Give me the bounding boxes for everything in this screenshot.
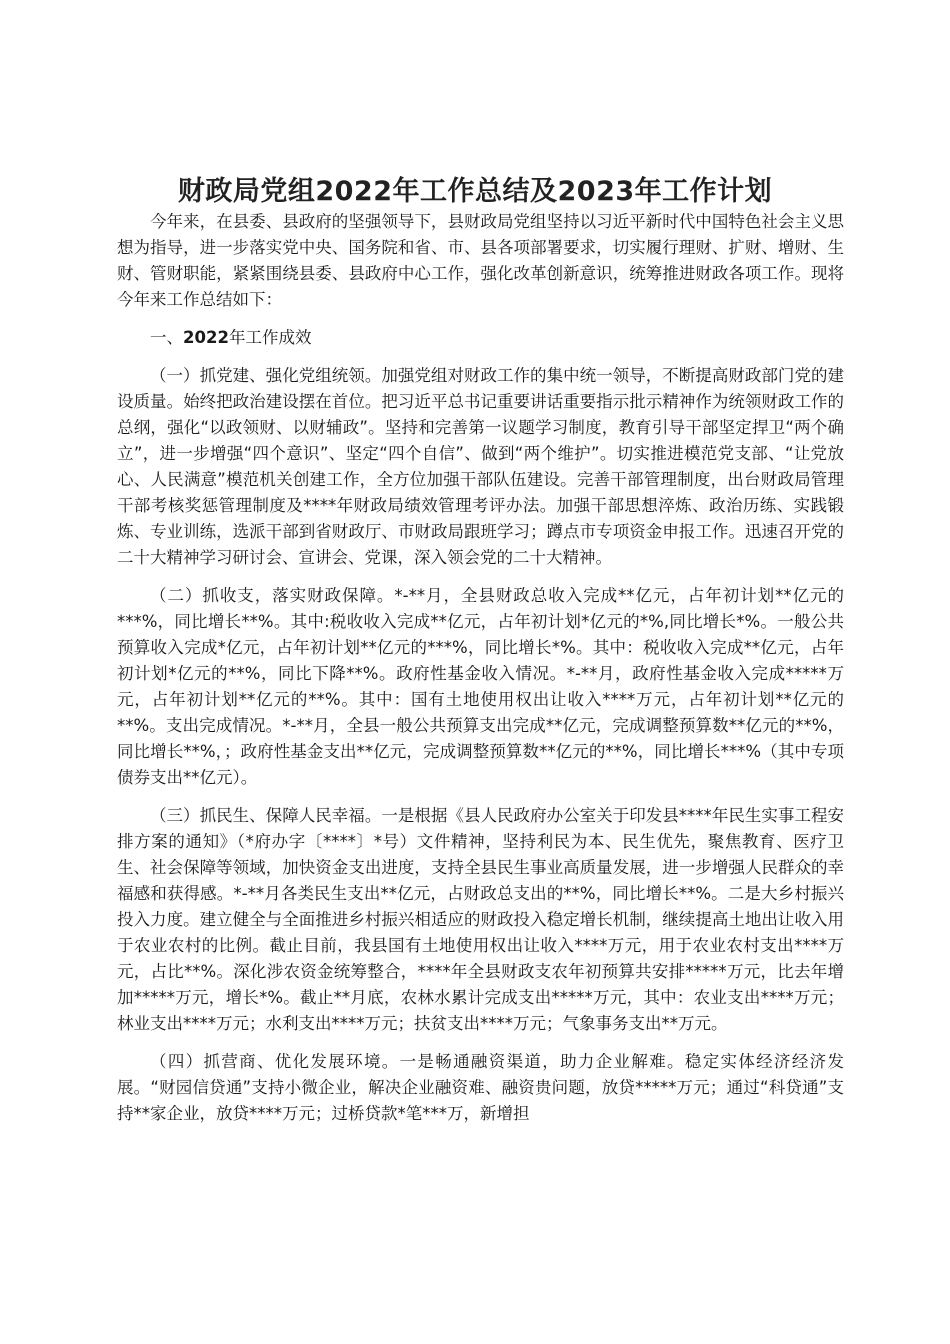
paragraph-revenue-expenditure: （二）抓收支，落实财政保障。*-**月，全县财政总收入完成**亿元，占年初计划**亿元的***%，同比增长**%。其中:税收收入完成**亿元，占年初计划*亿元的*%,同比增长*%。一般公共预算收入完成*亿元，占年初计划**亿元的***%，同比增长*%。其中：税收收入完成**亿元，占年初计划*亿元的**%，同比下降**%。政府性基金收入情况。*-**月，政府性基金收入完成*****万元，占年初计划**亿元的**%。其中：国有土地使用权出让收入****万元，占年初计划**亿元的**%。支出完成情况。*-**月，全县一般公共预算支出完成**亿元，完成调整预算数**亿元的**%，同比增长**%，；政府性基金支出**亿元，完成调整预算数**亿元的**%，同比增长***%（其中专项债券支出**亿元）。 xyxy=(117,586,844,787)
document-body xyxy=(117,209,844,1139)
paragraph-livelihood: （三）抓民生、保障人民幸福。一是根据《县人民政府办公室关于印发县****年民生实事工程安排方案的通知》（*府办字〔****〕*号）文件精神，坚持利民为本、民生优先，聚焦教育、医疗卫生、社会保障等领域，加快资金支出进度，支持全县民生事业高质量发展，进一步增强人民群众的幸福感和获得感。*-**月各类民生支出**亿元，占财政总支出的**%，同比增长**%。二是大乡村振兴投入力度。建立健全与全面推进乡村振兴相适应的财政投入稳定增长机制，继续提高土地出让收入用于农业农村的比例。截止目前，我县国有土地使用权出让收入****万元，用于农业农村支出****万元，占比**%。深化涉农资金统筹整合，****年全县财政支农年初预算共安排*****万元，比去年增加*****万元，增长*%。截止**月底，农林水累计完成支出*****万元，其中：农业支出****万元；林业支出****万元；水利支出****万元；扶贫支出****万元；气象事务支出**万元。 xyxy=(117,806,844,1033)
title-part-2: 年工作总结及 xyxy=(392,176,558,208)
title-year-2022: 2022 xyxy=(315,176,393,208)
paragraph-business-environment: （四）抓营商、优化发展环境。一是畅通融资渠道，助力企业解难。稳定实体经济经济发展。“财园信贷通”支持小微企业，解决企业融资难、融资贵问题，放贷*****万元；通过“科贷通”支持**家企业，放贷****万元；过桥贷款*笔***万，新增担 xyxy=(117,1052,844,1123)
intro-paragraph: 今年来，在县委、县政府的坚强领导下，县财政局党组坚持以习近平新时代中国特色社会主义思想为指导，进一步落实党中央、国务院和省、市、县各项部署要求，切实履行理财、扩财、增财、生财、管财职能，紧紧围绕县委、县政府中心工作，强化改革创新意识，统筹推进财政各项工作。现将今年来工作总结如下： xyxy=(117,212,844,309)
paragraph-party-building: （一）抓党建、强化党组统领。加强党组对财政工作的集中统一领导，不断提高财政部门党的建设质量。始终把政治建设摆在首位。把习近平总书记重要讲话重要指示批示精神作为统领财政工作的总纲，强化“以政领财、以财辅政”。坚持和完善第一议题学习制度，教育引导干部坚定捍卫“两个确立”，进一步增强“四个意识”、坚定“四个自信”、做到“两个维护”。切实推进模范党支部、“让党放心、人民满意”模范机关创建工作，全方位加强干部队伍建设。完善干部管理制度，出台财政局管理干部考核奖惩管理制度及****年财政局绩效管理考评办法。加强干部思想淬炼、政治历练、实践锻炼、专业训练，选派干部到省财政厅、市财政局跟班学习；蹲点市专项资金申报工作。迅速召开党的二十大精神学习研讨会、宣讲会、党课，深入领会党的二十大精神。 xyxy=(117,366,844,567)
title-year-2023: 2023 xyxy=(557,176,635,208)
section-heading-year: 2022 xyxy=(183,328,229,347)
title-part-1: 财政局党组 xyxy=(177,176,316,208)
section-heading-suffix: 年工作成效 xyxy=(228,328,312,347)
section-heading-1 xyxy=(117,325,844,351)
section-heading-prefix: 一、 xyxy=(150,328,183,347)
title-part-3: 年工作计划 xyxy=(634,176,773,208)
